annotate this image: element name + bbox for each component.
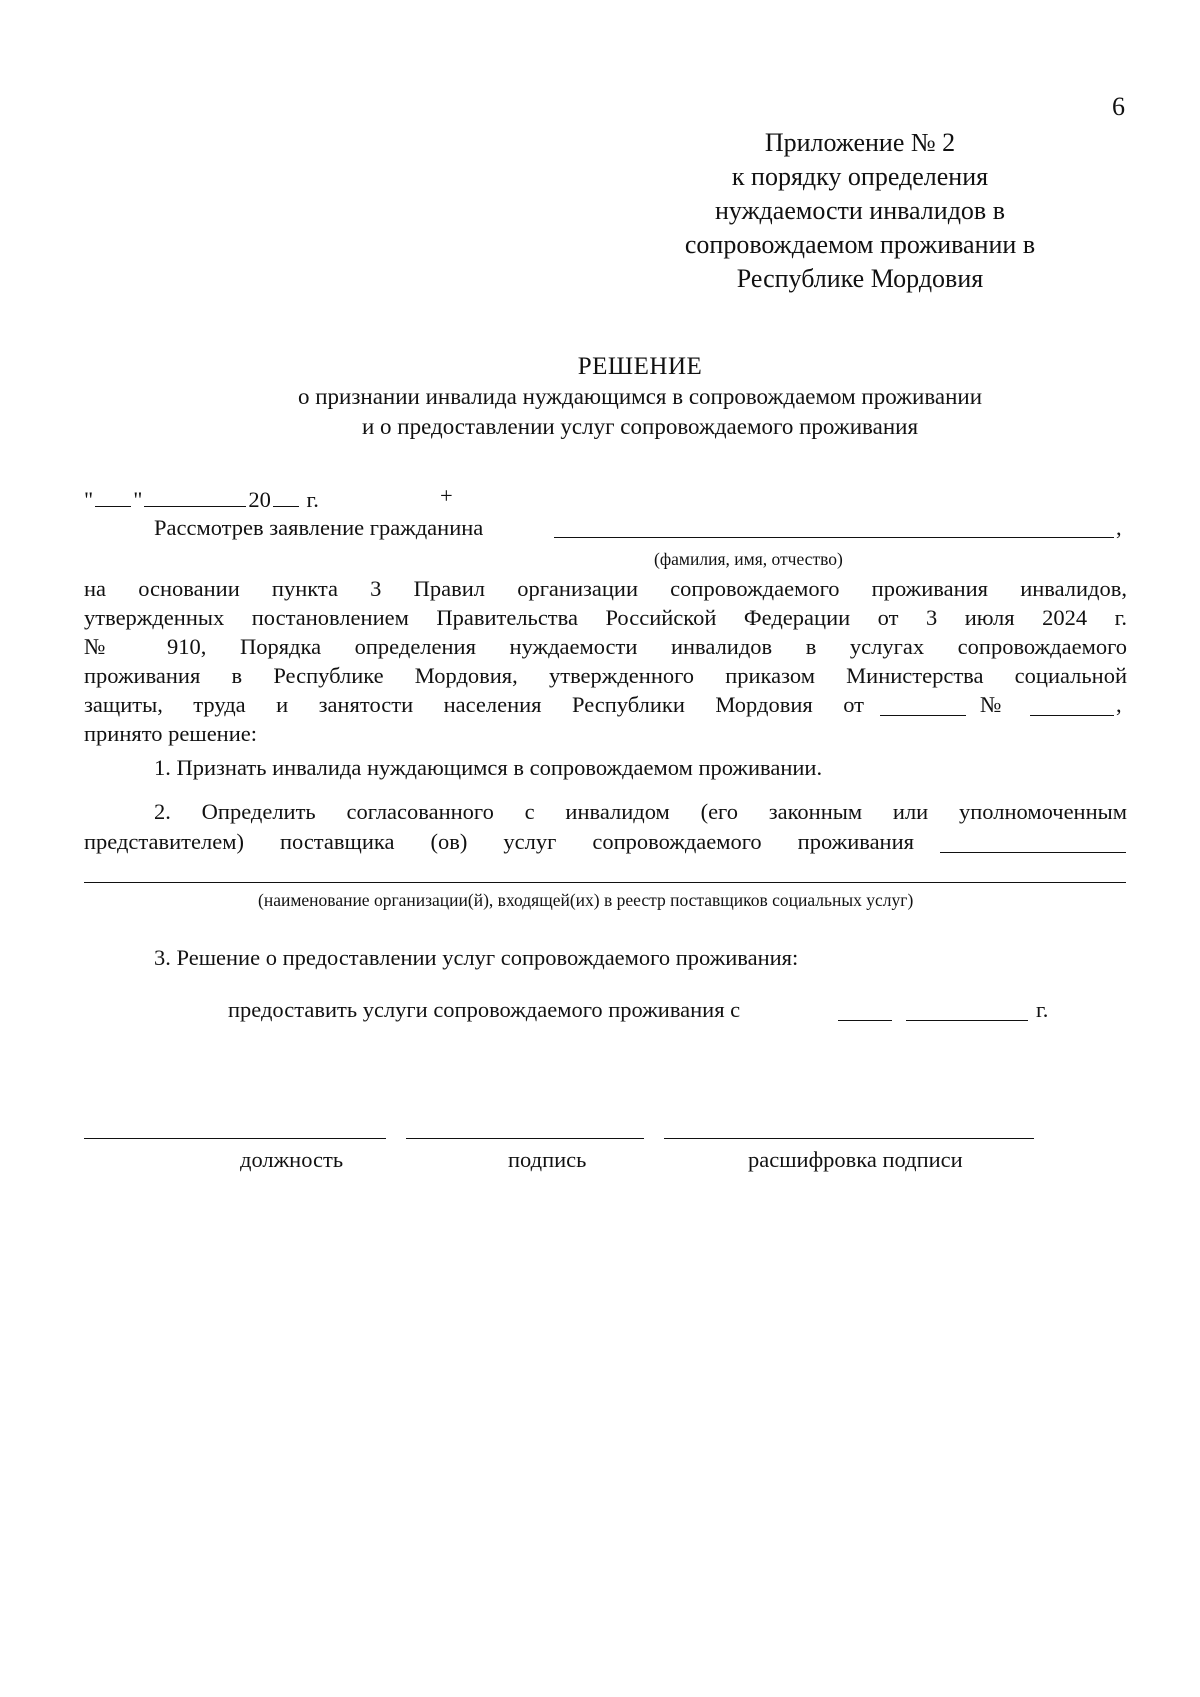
item-2-line-1: 2. Определить согласованного с инвалидом (его законным или уполномоченным: [154, 799, 1127, 824]
month-blank: [144, 484, 246, 507]
plus-mark: +: [440, 483, 453, 508]
year-suffix: г.: [306, 487, 319, 512]
signature-label: подпись: [508, 1147, 587, 1172]
applicant-name-caption: (фамилия, имя, отчество): [654, 549, 843, 569]
provide-text: предоставить услуги сопровождаемого проживания с: [228, 997, 741, 1022]
year-blank: [273, 484, 299, 507]
provide-suffix: г.: [1036, 997, 1049, 1022]
basis-line-1: на основании пункта 3 Правил организации сопровождаемого проживания инвалидов,: [84, 576, 1127, 601]
title-line-1: о признании инвалида нуждающимся в сопровождаемом проживании: [297, 384, 983, 409]
basis-line-6: принято решение:: [84, 721, 258, 746]
appendix-line: нуждаемости инвалидов в: [715, 196, 1005, 225]
basis-line-4: проживания в Республике Мордовия, утвержденного приказом Министерства социальной: [84, 663, 1127, 688]
appendix-line: Республике Мордовия: [736, 264, 984, 293]
document-title: [160, 352, 1120, 442]
position-label: должность: [240, 1147, 344, 1172]
considered-comma: ,: [1116, 515, 1122, 540]
provide-month-blank: [906, 1020, 1028, 1021]
appendix-line: к порядку определения: [731, 162, 989, 191]
position-line: [84, 1138, 386, 1139]
provider-blank-1: [940, 852, 1126, 853]
appendix-line: Приложение № 2: [764, 128, 956, 157]
page-number: 6: [1112, 92, 1125, 121]
appendix-line: сопровождаемом проживании в: [684, 230, 1036, 259]
order-number-blank: [1030, 715, 1114, 716]
provide-day-blank: [838, 1020, 892, 1021]
title-line-2: и о предоставлении услуг сопровождаемого проживания: [361, 414, 919, 439]
decoding-label: расшифровка подписи: [748, 1147, 963, 1172]
applicant-name-blank: [554, 537, 1114, 538]
day-blank: [95, 484, 131, 507]
basis-line-5-comma: ,: [1116, 692, 1122, 717]
item-3-heading: 3. Решение о предоставлении услуг сопровождаемого проживания:: [154, 945, 799, 970]
quote-open: ": [84, 487, 94, 512]
decoding-line: [664, 1138, 1034, 1139]
signature-line: [406, 1138, 644, 1139]
year-prefix: 20: [248, 487, 271, 512]
provider-caption: (наименование организации(й), входящей(их) в реестр поставщиков социальных услуг): [258, 890, 914, 910]
item-1: 1. Признать инвалида нуждающимся в сопровождаемом проживании.: [154, 755, 823, 780]
basis-line-3: № 910, Порядка определения нуждаемости инвалидов в услугах сопровождаемого: [84, 634, 1127, 659]
item-2-line-2: представителем) поставщика (ов) услуг сопровождаемого проживания: [84, 829, 914, 854]
basis-line-5: защиты, труда и занятости населения Республики Мордовия от: [84, 692, 864, 717]
order-date-blank: [880, 715, 966, 716]
quote-close: ": [133, 487, 143, 512]
basis-line-2: утвержденных постановлением Правительства Российской Федерации от 3 июля 2024 г.: [84, 605, 1127, 630]
order-number-sign: №: [980, 692, 1002, 717]
provider-blank-2: [84, 882, 1126, 883]
date-line: [84, 484, 319, 514]
title-word: РЕШЕНИЕ: [577, 353, 703, 380]
considered-text: Рассмотрев заявление гражданина: [154, 515, 484, 540]
appendix-header: [640, 126, 1080, 296]
